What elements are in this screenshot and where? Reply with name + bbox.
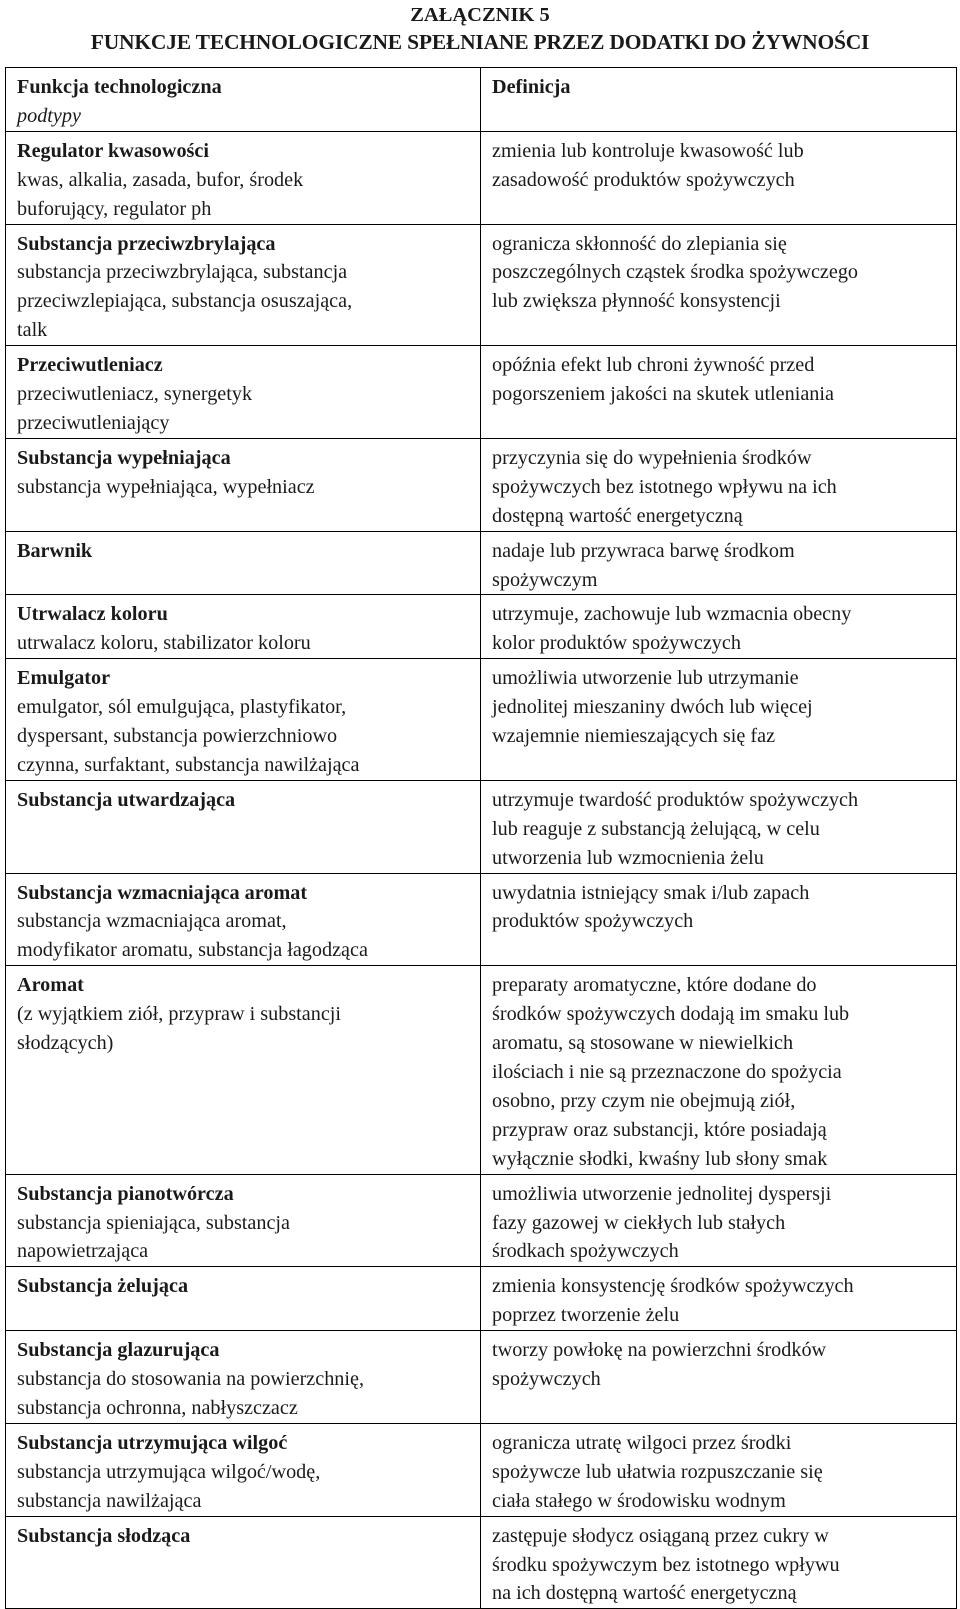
function-subtype-line: słodzących) <box>17 1032 114 1055</box>
function-name: Przeciwutleniacz <box>17 354 163 377</box>
definition-cell <box>481 1423 957 1516</box>
function-cell <box>6 131 481 224</box>
function-subtype-line: emulgator, sól emulgująca, plastyfikator, <box>17 696 347 719</box>
document-title: FUNKCJE TECHNOLOGICZNE SPEŁNIANE PRZEZ DODATKI DO ŻYWNOŚCI <box>90 30 870 54</box>
definition-line: zmienia lub kontroluje kwasowość lub <box>492 139 804 162</box>
definition-line: środku spożywczym bez istotnego wpływu <box>492 1553 840 1576</box>
definition-line: fazy gazowej w ciekłych lub stałych <box>492 1211 786 1234</box>
definition-line: umożliwia utworzenie lub utrzymanie <box>492 667 799 690</box>
function-subtype-line: przeciwzlepiająca, substancja osuszająca, <box>17 290 353 313</box>
definition-line: środkach spożywczych <box>492 1240 679 1263</box>
document-header <box>0 0 960 56</box>
definition-line: na ich dostępną wartość energetyczną <box>492 1582 797 1605</box>
definition-line: aromatu, są stosowane w niewielkich <box>492 1032 794 1055</box>
header-function-label: Funkcja technologiczna <box>17 76 222 98</box>
definition-cell <box>481 873 957 966</box>
function-subtype-line: talk <box>17 319 48 342</box>
definition-line: ilościach i nie są przeznaczone do spożycia <box>492 1061 842 1083</box>
function-cell <box>6 873 481 966</box>
function-subtype-line: przeciwutleniający <box>17 411 170 434</box>
functions-table <box>5 67 957 1609</box>
definition-line: poszczególnych cząstek środka spożywczego <box>492 261 859 284</box>
function-name: Substancja słodząca <box>17 1524 191 1547</box>
table-row <box>6 659 957 781</box>
function-subtype-line: czynna, surfaktant, substancja nawilżająca <box>17 753 360 776</box>
function-subtype-line: buforujący, regulator ph <box>17 197 212 220</box>
definition-line: zasadowość produktów spożywczych <box>492 168 795 191</box>
definition-line: osobno, przy czym nie obejmują ziół, <box>492 1089 796 1112</box>
function-name: Substancja przeciwzbrylająca <box>17 232 276 255</box>
definition-line: spożywcze lub ułatwia rozpuszczanie się <box>492 1460 823 1483</box>
definition-cell <box>481 224 957 346</box>
function-subtype-line: utrwalacz koloru, stabilizator koloru <box>17 632 311 655</box>
function-cell <box>6 659 481 781</box>
function-name: Substancja utrzymująca wilgoć <box>17 1431 288 1454</box>
table-row <box>6 531 957 595</box>
function-subtype-line: modyfikator aromatu, substancja łagodząca <box>17 939 368 962</box>
definition-cell <box>481 1174 957 1267</box>
annex-label: ZAŁĄCZNIK 5 <box>410 4 550 26</box>
function-cell <box>6 346 481 439</box>
table-body <box>6 131 957 1609</box>
header-definition-label: Definicja <box>492 76 571 98</box>
table-row <box>6 1516 957 1609</box>
function-name: Utrwalacz koloru <box>17 603 168 626</box>
definition-line: wzajemnie niemieszających się faz <box>492 725 776 748</box>
function-cell <box>6 1174 481 1267</box>
definition-line: lub zwiększa płynność konsystencji <box>492 290 781 313</box>
function-name: Substancja pianotwórcza <box>17 1182 234 1205</box>
definition-line: umożliwia utworzenie jednolitej dyspersji <box>492 1182 832 1205</box>
definition-cell <box>481 346 957 439</box>
definition-line: spożywczym <box>492 568 598 591</box>
definition-line: ciała stałego w środowisku wodnym <box>492 1489 786 1512</box>
definition-cell <box>481 438 957 531</box>
function-cell <box>6 438 481 531</box>
table-row <box>6 438 957 531</box>
function-subtype-line: substancja ochronna, nabłyszczacz <box>17 1396 298 1419</box>
function-name: Aromat <box>17 974 84 997</box>
function-name: Barwnik <box>17 539 93 562</box>
function-subtype-line: napowietrzająca <box>17 1240 149 1263</box>
definition-line: uwydatnia istniejący smak i/lub zapach <box>492 881 810 904</box>
definition-line: tworzy powłokę na powierzchni środków <box>492 1339 827 1362</box>
definition-cell <box>481 1331 957 1424</box>
function-cell <box>6 1331 481 1424</box>
definition-line: przypraw oraz substancji, które posiadają <box>492 1118 827 1141</box>
definition-line: preparaty aromatyczne, które dodane do <box>492 974 817 997</box>
function-subtype-line: przeciwutleniacz, synergetyk <box>17 383 253 406</box>
definition-line: pogorszeniem jakości na skutek utleniania <box>492 383 834 406</box>
definition-line: jednolitej mieszaniny dwóch lub więcej <box>492 696 813 719</box>
function-name: Substancja wzmacniająca aromat <box>17 881 308 904</box>
definition-line: poprzez tworzenie żelu <box>492 1304 680 1327</box>
function-subtype-line: substancja do stosowania na powierzchnię, <box>17 1368 365 1391</box>
function-cell <box>6 531 481 595</box>
function-name: Substancja wypełniająca <box>17 446 231 469</box>
definition-line: spożywczych bez istotnego wpływu na ich <box>492 475 837 498</box>
table-row <box>6 131 957 224</box>
table-row <box>6 1174 957 1267</box>
definition-cell <box>481 659 957 781</box>
table-row <box>6 873 957 966</box>
table-row <box>6 346 957 439</box>
definition-cell <box>481 1267 957 1331</box>
table-row <box>6 780 957 873</box>
function-cell <box>6 966 481 1174</box>
definition-cell <box>481 531 957 595</box>
function-cell <box>6 1516 481 1609</box>
definition-line: kolor produktów spożywczych <box>492 632 741 655</box>
function-cell <box>6 1267 481 1331</box>
definition-cell <box>481 780 957 873</box>
function-name: Emulgator <box>17 667 111 690</box>
function-cell <box>6 595 481 659</box>
definition-line: utrzymuje twardość produktów spożywczych <box>492 788 859 811</box>
function-name: Substancja glazurująca <box>17 1339 220 1362</box>
function-subtype-line: substancja przeciwzbrylająca, substancja <box>17 261 348 284</box>
header-subtypes-label: podtypy <box>17 104 81 127</box>
table-row <box>6 595 957 659</box>
definition-cell <box>481 131 957 224</box>
definition-line: produktów spożywczych <box>492 910 694 933</box>
definition-line: utrzymuje, zachowuje lub wzmacnia obecny <box>492 603 852 626</box>
function-cell <box>6 224 481 346</box>
definition-line: zastępuje słodycz osiąganą przez cukry w <box>492 1524 829 1547</box>
table-row <box>6 1331 957 1424</box>
function-name: Regulator kwasowości <box>17 139 209 162</box>
definition-line: spożywczych <box>492 1368 601 1391</box>
definition-line: opóźnia efekt lub chroni żywność przed <box>492 354 815 377</box>
definition-line: ogranicza skłonność do zlepiania się <box>492 232 787 255</box>
table-row <box>6 1423 957 1516</box>
function-subtype-line: kwas, alkalia, zasada, bufor, środek <box>17 168 304 191</box>
function-subtype-line: substancja utrzymująca wilgoć/wodę, <box>17 1460 321 1483</box>
function-subtype-line: dyspersant, substancja powierzchniowo <box>17 725 338 748</box>
definition-line: wyłącznie słodki, kwaśny lub słony smak <box>492 1147 828 1170</box>
function-subtype-line: substancja nawilżająca <box>17 1489 202 1512</box>
definition-cell <box>481 1516 957 1609</box>
definition-line: dostępną wartość energetyczną <box>492 504 743 527</box>
function-subtype-line: substancja wypełniająca, wypełniacz <box>17 475 315 498</box>
definition-line: utworzenia lub wzmocnienia żelu <box>492 846 764 869</box>
definition-line: lub reaguje z substancją żelującą, w celu <box>492 817 820 840</box>
table-row <box>6 966 957 1174</box>
function-cell <box>6 1423 481 1516</box>
header-definition-cell <box>481 68 957 132</box>
table-header-row <box>6 68 957 132</box>
definition-line: środków spożywczych dodają im smaku lub <box>492 1003 850 1026</box>
function-subtype-line: substancja spieniająca, substancja <box>17 1211 290 1234</box>
function-subtype-line: substancja wzmacniająca aromat, <box>17 910 287 933</box>
function-cell <box>6 780 481 873</box>
definition-cell <box>481 595 957 659</box>
definition-line: ogranicza utratę wilgoci przez środki <box>492 1431 792 1454</box>
definition-line: przyczynia się do wypełnienia środków <box>492 446 812 469</box>
table-row <box>6 224 957 346</box>
definition-cell <box>481 966 957 1174</box>
function-name: Substancja utwardzająca <box>17 788 236 811</box>
definition-line: zmienia konsystencję środków spożywczych <box>492 1275 854 1298</box>
function-subtype-line: (z wyjątkiem ziół, przypraw i substancji <box>17 1003 342 1026</box>
function-name: Substancja żelująca <box>17 1275 189 1298</box>
table-row <box>6 1267 957 1331</box>
header-function-cell <box>6 68 481 132</box>
definition-line: nadaje lub przywraca barwę środkom <box>492 539 795 562</box>
